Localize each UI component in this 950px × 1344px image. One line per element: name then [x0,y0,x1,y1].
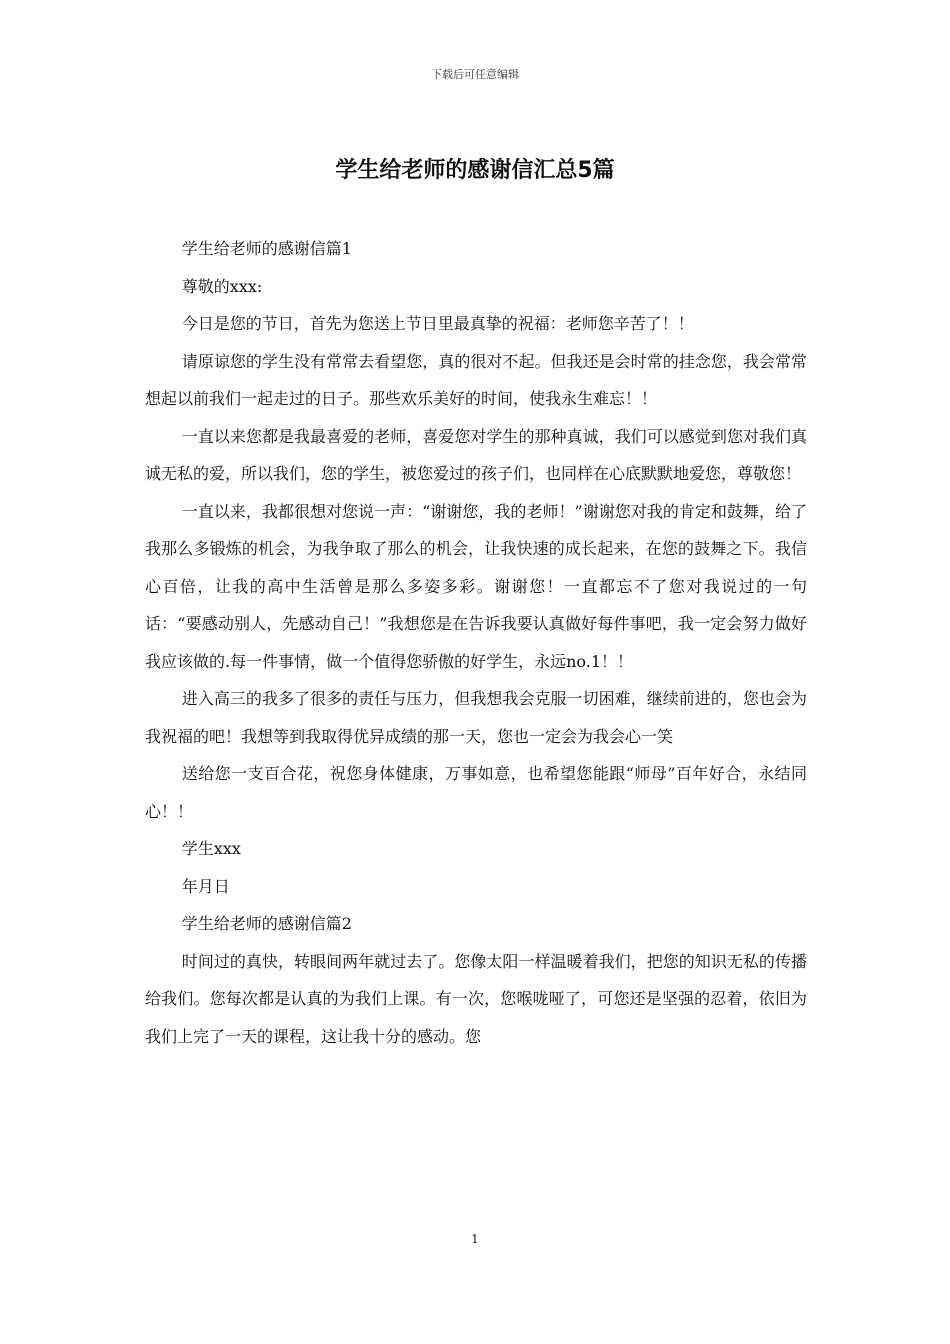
paragraph: 一直以来，我都很想对您说一声：“谢谢您，我的老师！”谢谢您对我的肯定和鼓舞，给了我那么多锻炼的机会，为我争取了那么的机会，让我快速的成长起来，在您的鼓舞之下。我信心百倍，让我的高中生活曾是那么多姿多彩。谢谢您！一直都忘不了您对我说过的一句话：“要感动别人，先感动自己！”我想您是在告诉我要认真做好每件事吧，我一定会努力做好我应该做的.每一件事情，做一个值得您骄傲的好学生，永远no.1！！ [145,501,807,671]
paragraph: 请原谅您的学生没有常常去看望您，真的很对不起。但我还是会时常的挂念您，我会常常想起以前我们一起走过的日子。那些欢乐美好的时间，使我永生难忘！！ [145,351,807,408]
document-title: 学生给老师的感谢信汇总5篇 [335,158,615,183]
section-heading-1: 学生给老师的感谢信篇1 [181,239,352,258]
page-number: 1 [471,1232,479,1246]
header-note: 下载后可任意编辑 [431,68,519,81]
paragraph: 进入高三的我多了很多的责任与压力，但我想我会克服一切困难，继续前进的，您也会为我祝福的吧！我想等到我取得优异成绩的那一天，您也一定会为我会心一笑 [145,689,807,746]
salutation: 尊敬的xxx: [181,276,263,296]
date-line: 年月日 [181,876,230,896]
section-heading-2: 学生给老师的感谢信篇2 [181,914,352,933]
signature: 学生xxx [181,839,241,858]
paragraph: 一直以来您都是我最喜爱的老师，喜爱您对学生的那种真诚，我们可以感觉到您对我们真诚无私的爱，所以我们，您的学生，被您爱过的孩子们，也同样在心底默默地爱您，尊敬您！ [145,426,807,483]
document-body [145,230,807,1055]
paragraph: 送给您一支百合花，祝您身体健康，万事如意，也希望您能跟“师母”百年好合，永结同心！！ [145,764,807,821]
paragraph: 今日是您的节日，首先为您送上节日里最真挚的祝福：老师您辛苦了！！ [181,314,694,333]
paragraph: 时间过的真快，转眼间两年就过去了。您像太阳一样温暖着我们，把您的知识无私的传播给我们。您每次都是认真的为我们上课。有一次，您喉咙哑了，可您还是坚强的忍着，依旧为我们上完了一天的课程，这让我十分的感动。您 [145,951,807,1046]
